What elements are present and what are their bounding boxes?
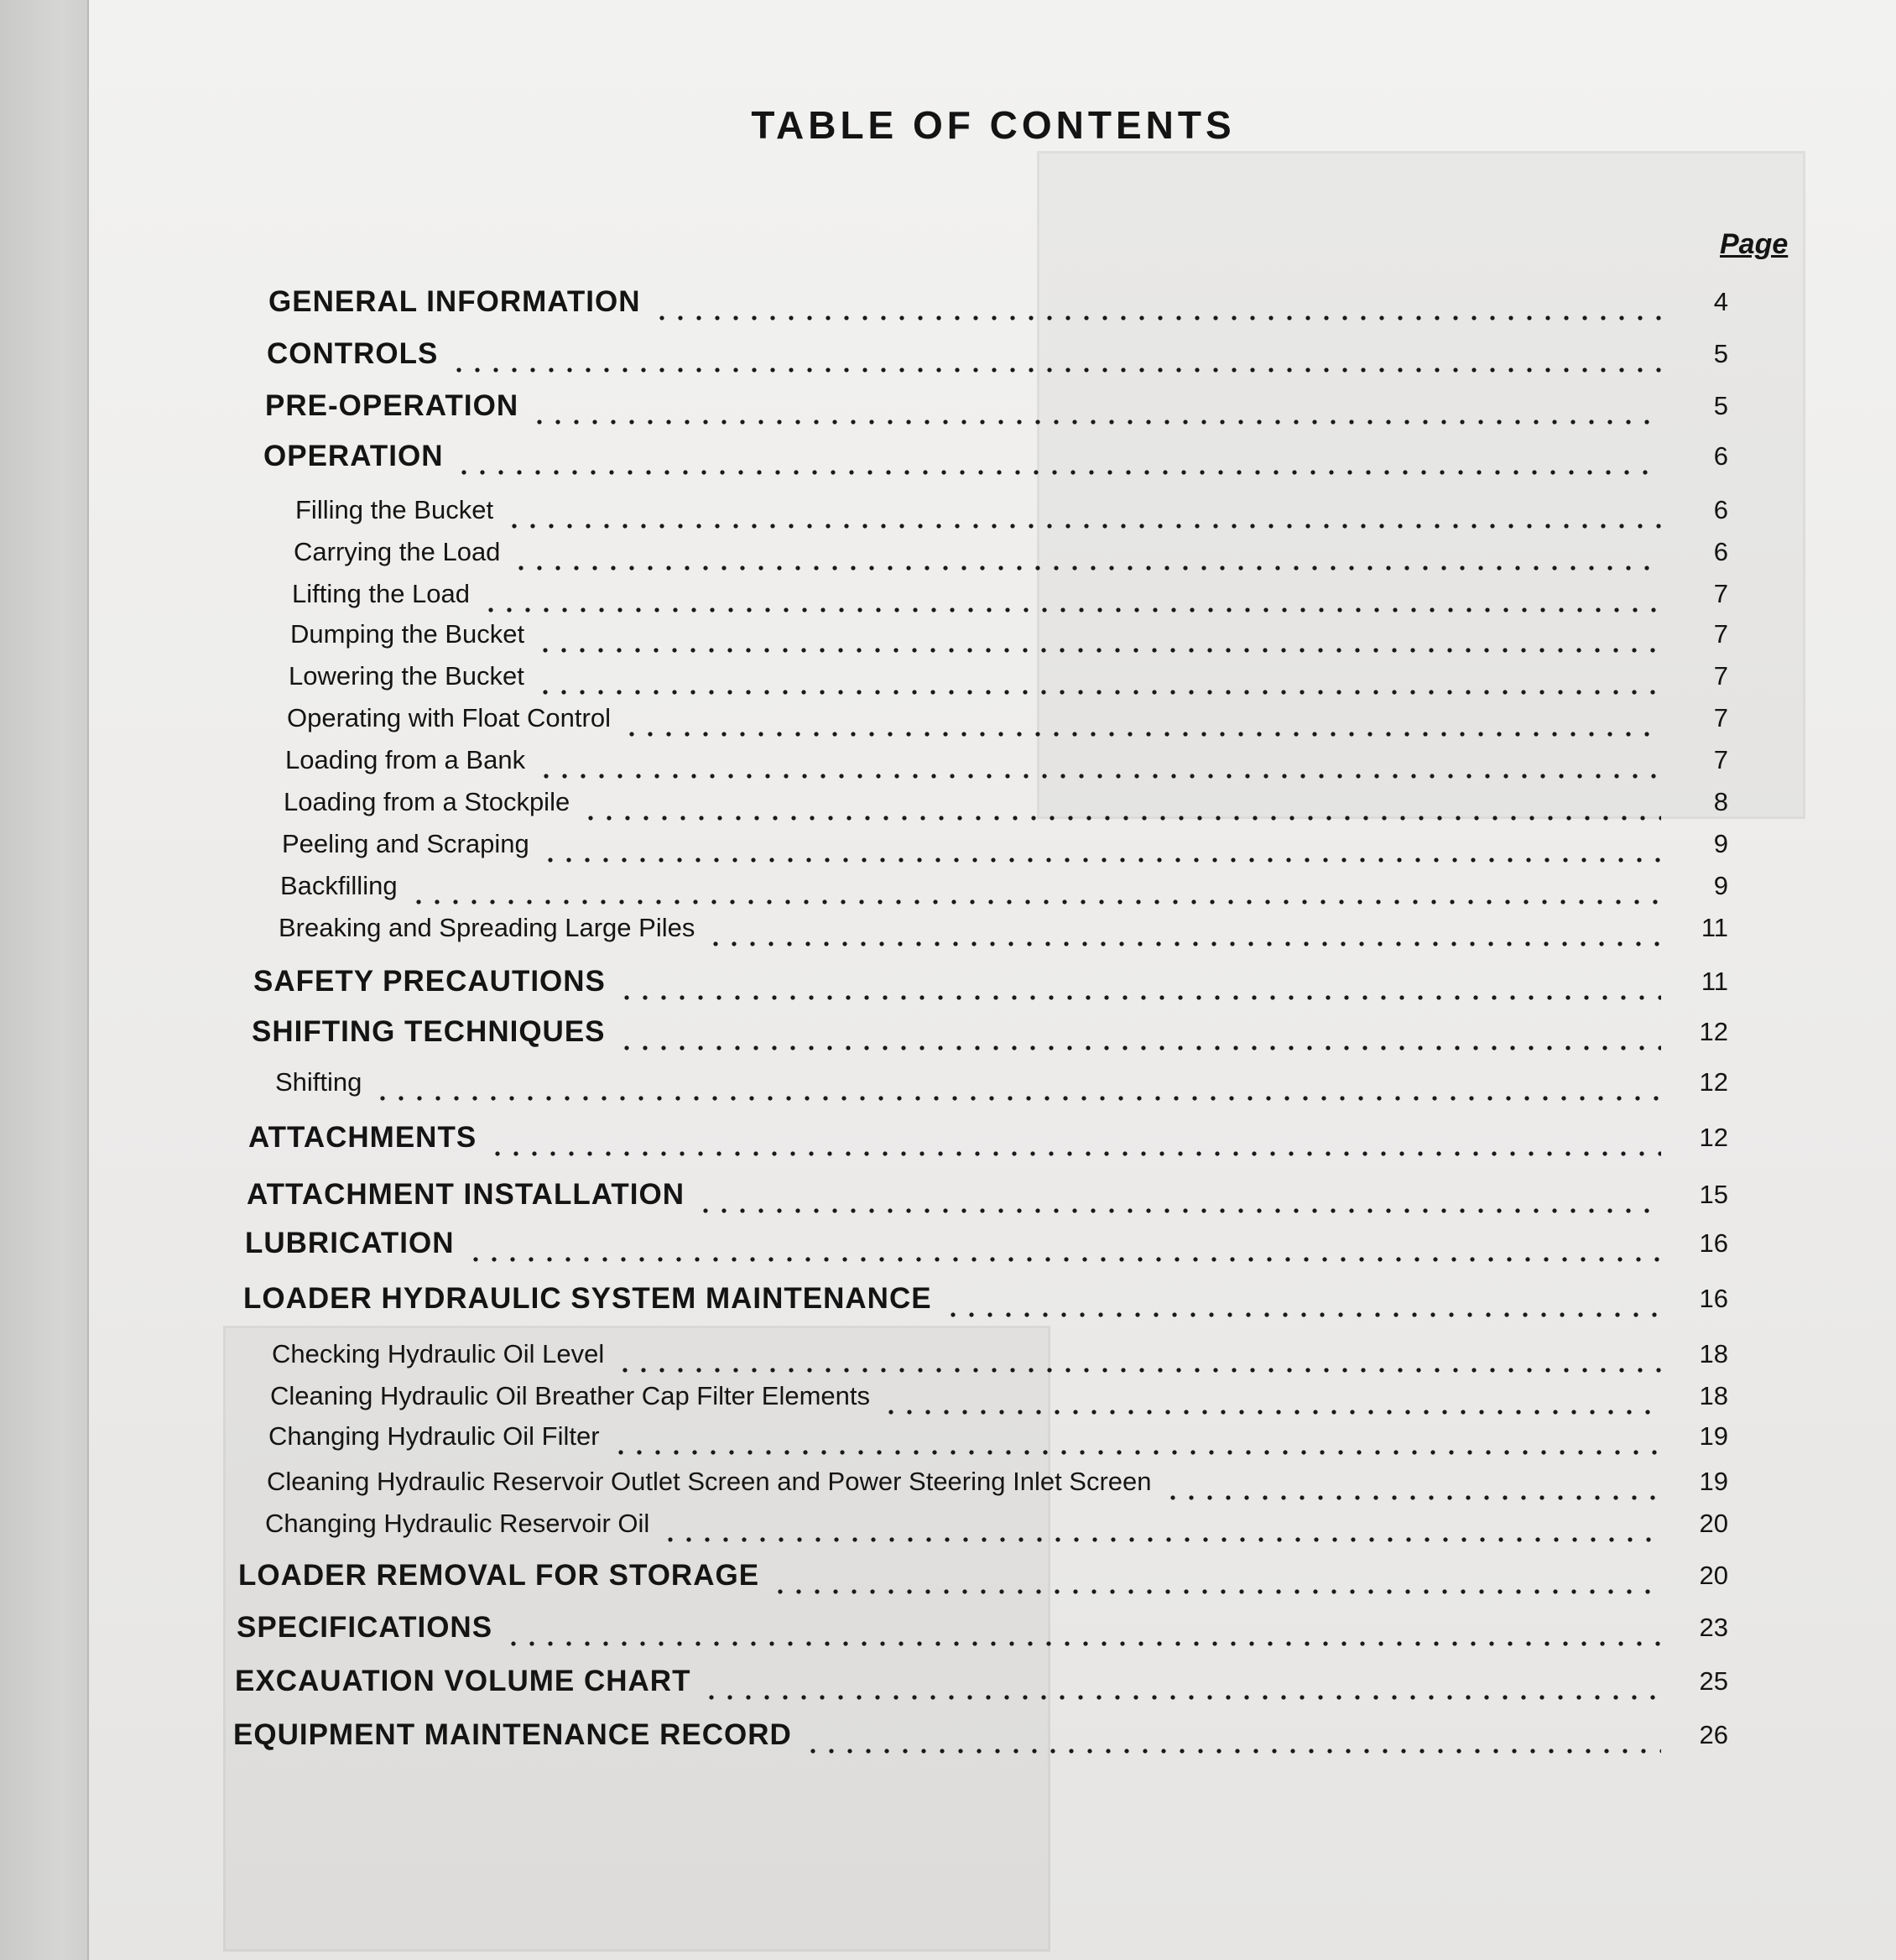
toc-entry (89, 1557, 1896, 1594)
toc-entry-title: Dumping the Bucket (290, 619, 525, 649)
toc-entry-title: CONTROLS (267, 337, 439, 370)
dot-leader (617, 995, 1661, 1000)
dot-leader (541, 858, 1661, 863)
toc-entry (89, 700, 1896, 737)
toc-entry-page-number: 6 (1713, 495, 1728, 524)
toc-entry (89, 388, 1896, 425)
toc-entry (89, 616, 1896, 653)
toc-entry-title: EXCAUATION VOLUME CHART (235, 1665, 691, 1697)
page-title: TABLE OF CONTENTS (751, 103, 1236, 147)
toc-entry-title: Breaking and Spreading Large Piles (279, 913, 695, 942)
toc-entry-page-number: 7 (1713, 703, 1728, 732)
toc-entry (89, 1663, 1896, 1700)
toc-entry-page-number: 6 (1713, 537, 1728, 566)
dot-leader (409, 899, 1661, 904)
dot-leader (450, 368, 1661, 373)
toc-entry-title: Backfilling (280, 871, 398, 900)
toc-entry-page-number: 19 (1699, 1467, 1728, 1496)
document-page (87, 0, 1896, 1960)
dot-leader (612, 1450, 1661, 1455)
toc-entry (89, 534, 1896, 571)
dot-leader (706, 941, 1661, 946)
toc-entry (89, 284, 1896, 321)
dot-leader (537, 774, 1661, 779)
dot-leader (373, 1096, 1661, 1101)
toc-entry-page-number: 6 (1713, 441, 1728, 471)
toc-entry-page-number: 7 (1713, 579, 1728, 608)
toc-entry-title: SPECIFICATIONS (237, 1611, 493, 1644)
toc-entry-page-number: 19 (1699, 1421, 1728, 1451)
toc-entry (89, 1609, 1896, 1646)
toc-entry-page-number: 7 (1713, 619, 1728, 649)
toc-entry (89, 868, 1896, 904)
toc-entry-page-number: 15 (1699, 1180, 1728, 1209)
toc-entry-page-number: 12 (1699, 1017, 1728, 1046)
dot-leader (622, 732, 1661, 737)
toc-entry-title: Filling the Bucket (295, 495, 494, 524)
toc-entry-title: Lifting the Load (292, 579, 471, 608)
toc-entry-page-number: 12 (1699, 1123, 1728, 1152)
toc-entry-page-number: 5 (1713, 391, 1728, 420)
dot-leader (804, 1749, 1661, 1754)
dot-leader (488, 1151, 1661, 1156)
toc-entry (89, 1717, 1896, 1754)
toc-entry-page-number: 4 (1713, 287, 1728, 316)
toc-entry-page-number: 11 (1701, 913, 1728, 942)
dot-leader (696, 1208, 1661, 1213)
toc-entry (89, 910, 1896, 946)
dot-leader (466, 1257, 1662, 1262)
toc-entry-title: Cleaning Hydraulic Oil Breather Cap Filter Elements (270, 1381, 871, 1410)
toc-entry (89, 963, 1896, 1000)
dot-leader (653, 315, 1661, 321)
toc-entry-page-number: 7 (1713, 745, 1728, 774)
dot-leader (944, 1312, 1661, 1317)
dot-leader (771, 1589, 1661, 1594)
dot-leader (661, 1537, 1661, 1542)
toc-entry-page-number: 5 (1713, 339, 1728, 368)
toc-entry-page-number: 9 (1713, 871, 1728, 900)
dot-leader (581, 816, 1661, 821)
toc-entry-title: GENERAL INFORMATION (268, 285, 641, 318)
toc-entry-title: Loading from a Bank (285, 745, 526, 774)
toc-entry-page-number: 20 (1699, 1509, 1728, 1538)
toc-entry-title: Changing Hydraulic Oil Filter (268, 1421, 600, 1451)
page-column-heading: Page (1720, 228, 1789, 260)
toc-entry (89, 492, 1896, 529)
toc-entry-title: Carrying the Load (294, 537, 501, 566)
toc-entry-title: ATTACHMENTS (248, 1121, 477, 1154)
dot-leader (536, 648, 1661, 653)
toc-entry-title: LOADER HYDRAULIC SYSTEM MAINTENANCE (243, 1282, 932, 1315)
toc-entry (89, 1119, 1896, 1156)
dot-leader (505, 524, 1661, 529)
toc-entry (89, 826, 1896, 863)
dot-leader (882, 1410, 1661, 1415)
toc-entry (89, 576, 1896, 612)
toc-entry-page-number: 25 (1699, 1666, 1728, 1696)
toc-entry-title: PRE-OPERATION (265, 389, 519, 422)
toc-entry (89, 742, 1896, 779)
toc-entry (89, 438, 1896, 475)
toc-entry-title: OPERATION (263, 440, 444, 472)
toc-entry-page-number: 12 (1699, 1067, 1728, 1097)
table-of-contents (89, 0, 1896, 1960)
toc-entry-title: ATTACHMENT INSTALLATION (247, 1178, 685, 1211)
toc-entry-page-number: 9 (1713, 829, 1728, 858)
toc-entry-title: Peeling and Scraping (282, 829, 529, 858)
toc-entry-title: SAFETY PRECAUTIONS (253, 965, 606, 998)
toc-entry-title: EQUIPMENT MAINTENANCE RECORD (233, 1718, 792, 1751)
toc-entry-title: Cleaning Hydraulic Reservoir Outlet Screen and Power Steering Inlet Screen (267, 1467, 1152, 1496)
dot-leader (512, 566, 1661, 571)
dot-leader (702, 1695, 1661, 1700)
toc-entry-title: Lowering the Bucket (289, 661, 524, 691)
dot-leader (616, 1368, 1661, 1373)
toc-entry-title: Shifting (275, 1067, 362, 1097)
toc-entry-title: SHIFTING TECHNIQUES (252, 1015, 606, 1048)
toc-entry-title: LUBRICATION (245, 1227, 455, 1259)
toc-entry-page-number: 18 (1699, 1339, 1728, 1368)
dot-leader (504, 1641, 1661, 1646)
dot-leader (482, 607, 1661, 612)
toc-entry-page-number: 18 (1699, 1381, 1728, 1410)
dot-leader (530, 420, 1661, 425)
dot-leader (455, 470, 1661, 475)
toc-entry (89, 1463, 1896, 1500)
toc-entry (89, 1014, 1896, 1050)
toc-entry (89, 1064, 1896, 1101)
toc-entry-page-number: 8 (1713, 787, 1728, 816)
toc-entry-title: Checking Hydraulic Oil Level (272, 1339, 605, 1368)
toc-entry (89, 1280, 1896, 1317)
toc-entry (89, 658, 1896, 695)
toc-entry-page-number: 16 (1699, 1284, 1728, 1313)
toc-entry-page-number: 7 (1713, 661, 1728, 691)
toc-entry (89, 1505, 1896, 1542)
dot-leader (617, 1045, 1661, 1050)
toc-entry-page-number: 16 (1699, 1228, 1728, 1258)
toc-entry-title: Loading from a Stockpile (284, 787, 570, 816)
toc-entry (89, 336, 1896, 373)
toc-entry (89, 1418, 1896, 1455)
toc-entry (89, 1336, 1896, 1373)
toc-entry (89, 1378, 1896, 1415)
book-gutter-shadow (0, 0, 87, 1960)
dot-leader (1164, 1495, 1661, 1500)
toc-entry (89, 1176, 1896, 1213)
toc-entry (89, 1225, 1896, 1262)
toc-entry-title: Operating with Float Control (287, 703, 611, 732)
toc-entry-page-number: 11 (1701, 967, 1728, 996)
toc-entry-title: Changing Hydraulic Reservoir Oil (265, 1509, 650, 1538)
toc-entry-page-number: 23 (1699, 1613, 1728, 1642)
toc-entry-title: LOADER REMOVAL FOR STORAGE (238, 1559, 760, 1592)
dot-leader (536, 690, 1661, 695)
toc-entry-page-number: 26 (1699, 1720, 1728, 1749)
toc-entry (89, 784, 1896, 821)
toc-entry-page-number: 20 (1699, 1561, 1728, 1590)
